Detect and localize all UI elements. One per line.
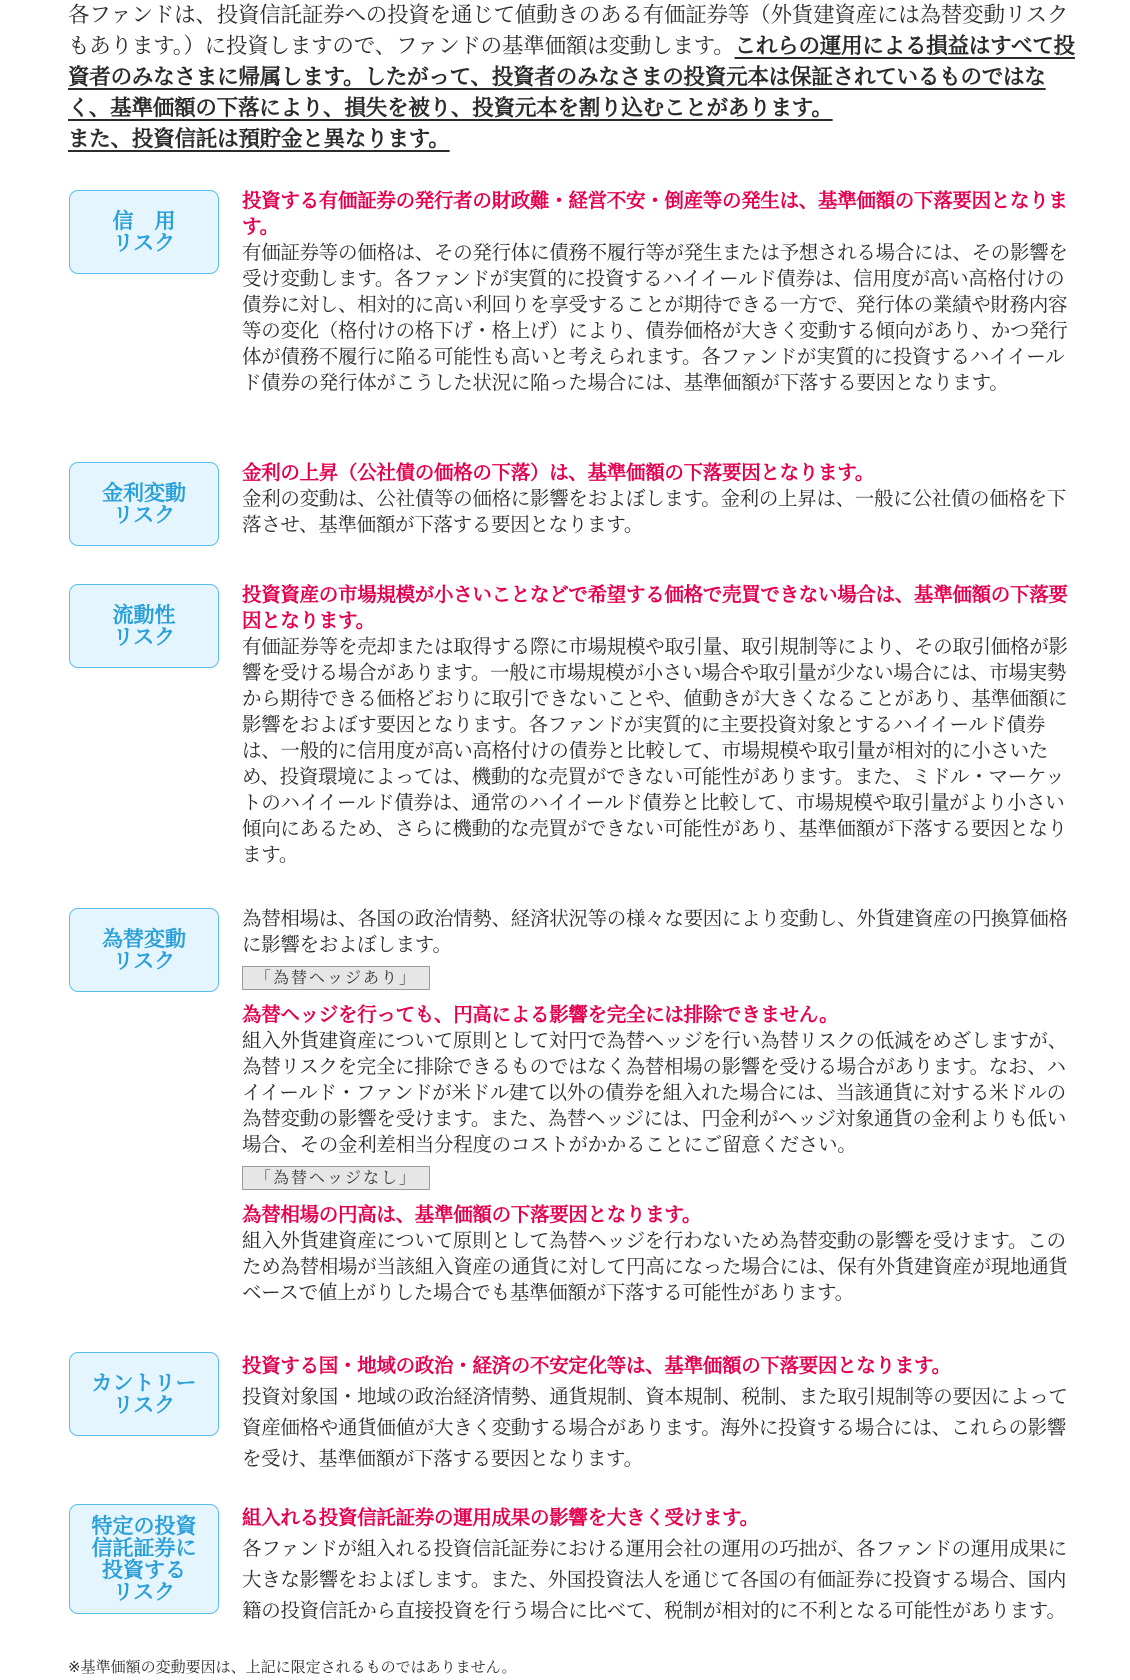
risk-text: 金利の変動は、公社債等の価格に影響をおよぼします。金利の上昇は、一般に公社債の価格を下落させ、基準価額が下落する要因となります。 bbox=[242, 487, 1067, 536]
risk-lead: 投資する国・地域の政治・経済の不安定化等は、基準価額の下落要因となります。 bbox=[242, 1354, 951, 1377]
hedge-tag-without: 「為替ヘッジなし」 bbox=[242, 1166, 430, 1190]
risk-body-interest-rate bbox=[242, 460, 1074, 538]
risk-badge-interest-rate: 金利変動 リスク bbox=[69, 462, 219, 546]
risk-text: 為替相場は、各国の政治情勢、経済状況等の様々な要因により変動し、外貨建資産の円換算価格に影響をおよぼします。 bbox=[242, 907, 1068, 956]
intro-bold-2: また、投資信託は預貯金と異なります。 bbox=[68, 127, 450, 152]
risk-lead: 投資資産の市場規模が小さいことなどで希望する価格で売買できない場合は、基準価額の下落要因となります。 bbox=[242, 583, 1068, 632]
risk-body-credit bbox=[242, 188, 1074, 396]
risk-lead-unhedged: 為替相場の円高は、基準価額の下落要因となります。 bbox=[242, 1203, 702, 1226]
hedge-tag-with: 「為替ヘッジあり」 bbox=[242, 966, 430, 990]
risk-lead-hedged: 為替ヘッジを行っても、円高による影響を完全には排除できません。 bbox=[242, 1003, 839, 1026]
intro-plain: 各ファンドは、投資信託証券への投資を通じて値動きのある有価証券等（外貨建資産には為替変動リスクもあります。）に投資しますので、ファンドの基準価額は変動します。 bbox=[68, 3, 1069, 59]
risk-lead: 投資する有価証券の発行者の財政難・経営不安・倒産等の発生は、基準価額の下落要因となります。 bbox=[242, 189, 1068, 238]
risk-text-unhedged: 組入外貨建資産について原則として為替ヘッジを行わないため為替変動の影響を受けます。このため為替相場が当該組入資産の通貨に対して円高になった場合には、保有外貨建資産が現地通貨ベースで値上がりした場合でも基準価額が下落する可能性があります。 bbox=[242, 1229, 1068, 1304]
risk-text: 投資対象国・地域の政治経済情勢、通貨規制、資本規制、税制、また取引規制等の要因によって資産価格や通貨価値が大きく変動する場合があります。海外に投資する場合には、これらの影響を受け、基準価額が下落する要因となります。 bbox=[242, 1385, 1068, 1470]
risk-text: 有価証券等の価格は、その発行体に債務不履行等が発生または予想される場合には、その影響を受け変動します。各ファンドが実質的に投資するハイイールド債券は、信用度が高い高格付けの債券に対し、相対的に高い利回りを享受することが期待できる一方で、発行体の業績や財務内容等の変化（格付けの格下げ・格上げ）により、債券価格が大きく変動する傾向があり、かつ発行体が債務不履行に陥る可能性も高いと考えられます。各ファンドが実質的に投資するハイイールド債券の発行体がこうした状況に陥った場合には、基準価額が下落する要因となります。 bbox=[242, 241, 1068, 394]
risk-body-currency bbox=[242, 906, 1074, 1306]
risk-body-specific-fund bbox=[242, 1502, 1074, 1626]
risk-lead: 金利の上昇（公社債の価格の下落）は、基準価額の下落要因となります。 bbox=[242, 461, 875, 484]
risk-text: 有価証券等を売却または取得する際に市場規模や取引量、取引規制等により、その取引価格が影響を受ける場合があります。一般に市場規模が小さい場合や取引量が少ない場合には、市場実勢から期待できる価格どおりに取引できないことや、値動きが大きくなることがあり、基準価額に影響をおよぼす要因となります。各ファンドが実質的に主要投資対象とするハイイールド債券は、一般的に信用度が高い高格付けの債券と比較して、市場規模や取引量が相対的に小さいため、投資環境によっては、機動的な売買ができない可能性があります。また、ミドル・マーケットのハイイールド債券は、通常のハイイールド債券と比較して、市場規模や取引量がより小さい傾向にあるため、さらに機動的な売買ができない可能性があり、基準価額が下落する要因となります。 bbox=[242, 635, 1068, 866]
risk-body-country bbox=[242, 1350, 1074, 1474]
footnote: ※基準価額の変動要因は、上記に限定されるものではありません。 bbox=[68, 1658, 517, 1676]
risk-lead: 組入れる投資信託証券の運用成果の影響を大きく受けます。 bbox=[242, 1506, 759, 1529]
risk-badge-liquidity: 流動性 リスク bbox=[69, 584, 219, 668]
intro-paragraph bbox=[68, 0, 1078, 155]
risk-badge-credit: 信 用 リスク bbox=[69, 190, 219, 274]
risk-text: 各ファンドが組入れる投資信託証券における運用会社の運用の巧拙が、各ファンドの運用成果に大きな影響をおよぼします。また、外国投資法人を通じて各国の有価証券に投資する場合、国内籍の投資信託から直接投資を行う場合に比べて、税制が相対的に不利となる可能性があります。 bbox=[242, 1537, 1067, 1622]
risk-text-hedged: 組入外貨建資産について原則として対円で為替ヘッジを行い為替リスクの低減をめざしますが、為替リスクを完全に排除できるものではなく為替相場の影響を受ける場合があります。なお、ハイイールド・ファンドが米ドル建て以外の債券を組入れた場合には、当該通貨に対する米ドルの為替変動の影響を受けます。また、為替ヘッジには、円金利がヘッジ対象通貨の金利よりも低い場合、その金利差相当分程度のコストがかかることにご留意ください。 bbox=[242, 1029, 1067, 1156]
risk-badge-specific-fund: 特定の投資 信託証券に 投資する リスク bbox=[69, 1504, 219, 1614]
risk-body-liquidity bbox=[242, 582, 1074, 868]
risk-badge-currency: 為替変動 リスク bbox=[69, 908, 219, 992]
risk-badge-country: カントリー リスク bbox=[69, 1352, 219, 1436]
intro-bold-1: これらの運用による損益はすべて投資者のみなさまに帰属します。したがって、投資者のみなさまの投資元本は保証されているものではなく、基準価額の下落により、損失を被り、投資元本を割り込むことがあります。 bbox=[68, 34, 1075, 121]
